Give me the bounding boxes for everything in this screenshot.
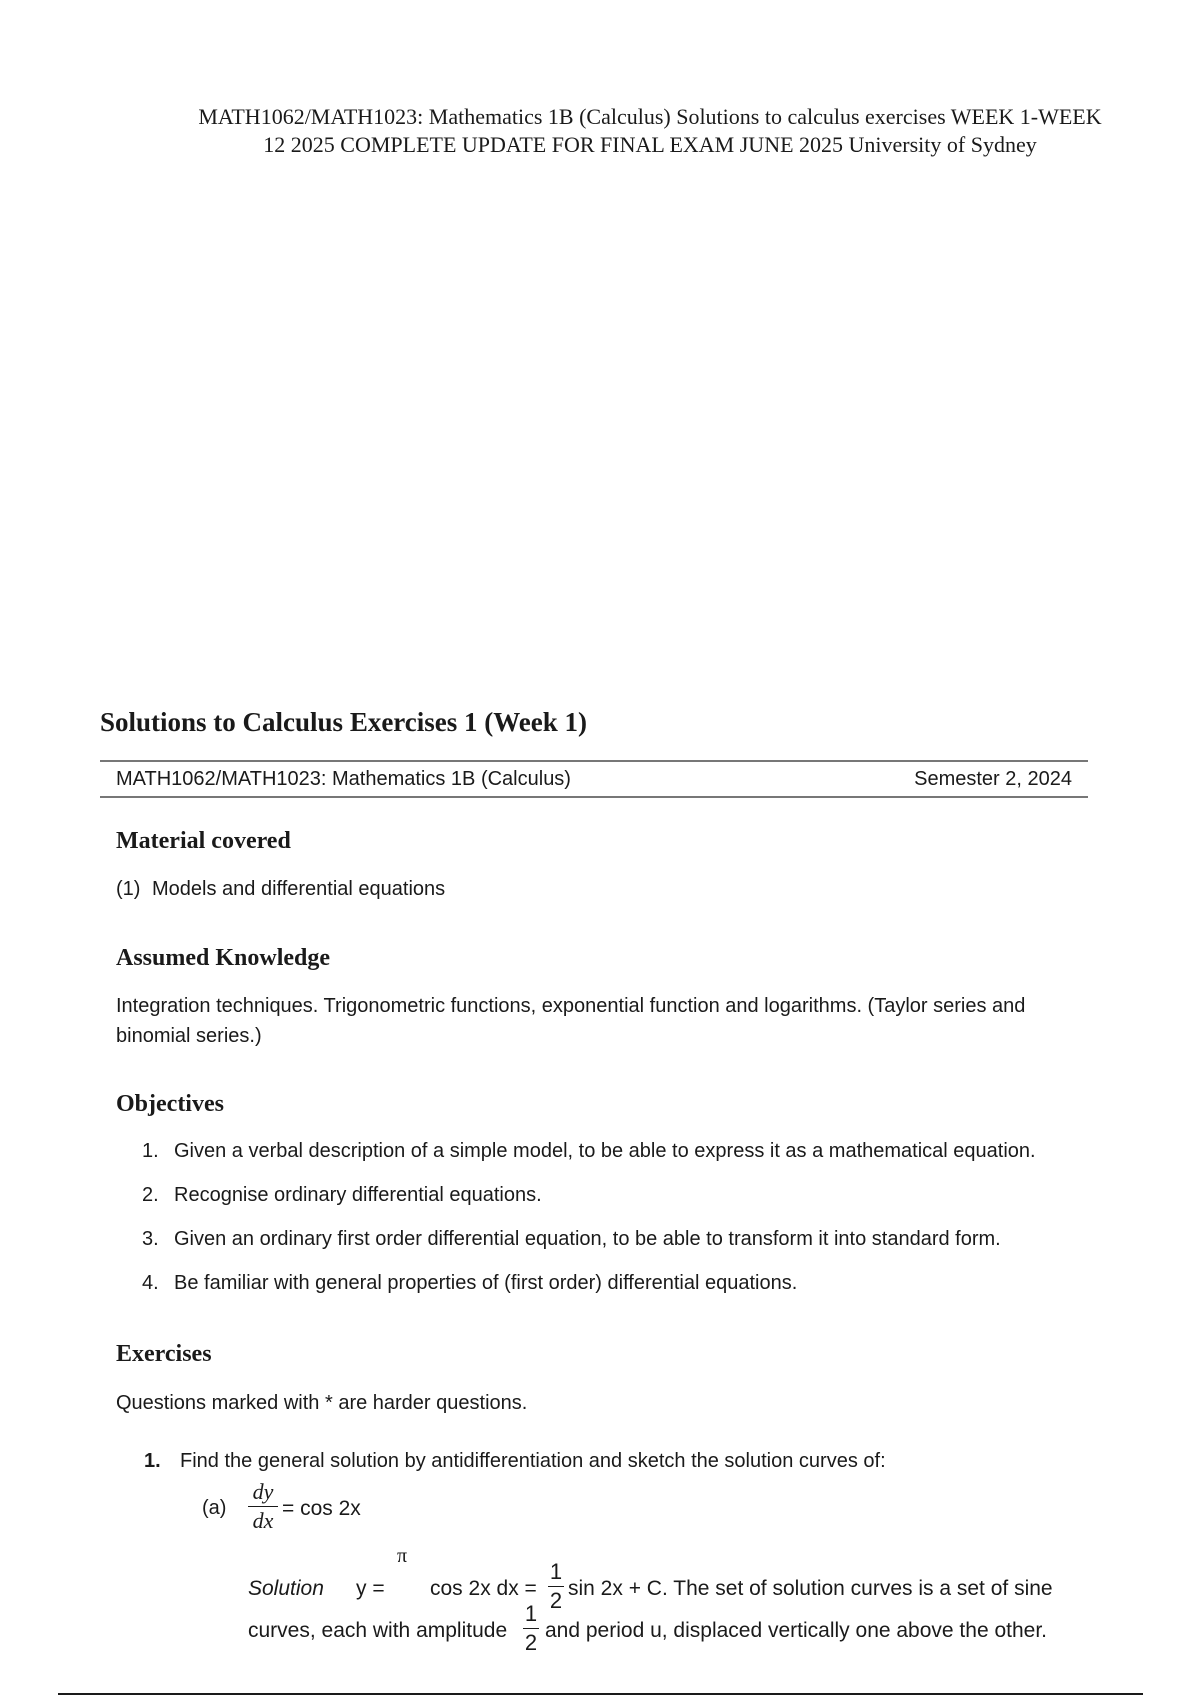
objective-num: 3. xyxy=(142,1228,159,1250)
exercises-note: Questions marked with * are harder questions. xyxy=(116,1392,528,1414)
objective-num: 2. xyxy=(142,1184,159,1206)
objective-item xyxy=(142,1272,797,1295)
course-bar xyxy=(100,760,1088,798)
objective-text: Given an ordinary first order differential equation, to be able to transform it into standard form. xyxy=(174,1228,1001,1250)
objective-num: 1. xyxy=(142,1140,159,1162)
solution-label: Solution xyxy=(248,1577,324,1600)
part-a-rhs: = cos 2x xyxy=(282,1497,361,1520)
fraction-numerator: 1 xyxy=(524,1601,538,1626)
fraction-denominator: dx xyxy=(252,1508,274,1533)
material-item-num: (1) xyxy=(116,878,141,900)
objective-item xyxy=(142,1140,1036,1163)
fraction-denominator: 2 xyxy=(549,1588,563,1613)
exercise-item xyxy=(144,1450,886,1473)
material-item-text: Models and differential equations xyxy=(152,878,446,900)
amplitude-fraction xyxy=(523,1602,539,1655)
fraction-denominator: 2 xyxy=(524,1630,538,1655)
half-fraction xyxy=(548,1560,564,1613)
material-heading: Material covered xyxy=(116,828,291,854)
assumed-text: Integration techniques. Trigonometric functions, exponential function and logarithms. (Taylor series and binomial series.) xyxy=(116,995,1026,1047)
solution-y-eq: y = xyxy=(356,1577,385,1600)
solution-line2-a: curves, each with amplitude xyxy=(248,1619,508,1642)
assumed-heading: Assumed Knowledge xyxy=(116,945,331,971)
fraction-numerator: 1 xyxy=(549,1559,563,1584)
solution-result: sin 2x + C. The set of solution curves is a set of sine xyxy=(568,1577,1053,1600)
footer-rule xyxy=(58,1693,1143,1695)
solution-line2-b: and period u, displaced vertically one above the other. xyxy=(545,1619,1048,1642)
solution-integrand: cos 2x dx = xyxy=(430,1577,537,1600)
objective-text: Recognise ordinary differential equations. xyxy=(174,1184,542,1206)
exercise-num: 1. xyxy=(144,1450,161,1472)
objectives-heading: Objectives xyxy=(116,1091,224,1117)
section-title: Solutions to Calculus Exercises 1 (Week 1) xyxy=(100,707,588,737)
material-item xyxy=(116,874,445,904)
objective-item xyxy=(142,1228,1001,1251)
objective-text: Be familiar with general properties of (first order) differential equations. xyxy=(174,1272,798,1294)
objective-text: Given a verbal description of a simple model, to be able to express it as a mathematical equation. xyxy=(174,1140,1036,1162)
dy-dx-fraction xyxy=(248,1480,278,1533)
semester-label: Semester 2, 2024 xyxy=(914,767,1072,790)
pi-limit: π xyxy=(397,1545,408,1567)
course-name: MATH1062/MATH1023: Mathematics 1B (Calculus) xyxy=(116,767,571,790)
fraction-numerator: dy xyxy=(252,1479,274,1504)
objective-item xyxy=(142,1184,542,1207)
document-title: MATH1062/MATH1023: Mathematics 1B (Calculus) Solutions to calculus exercises WEEK 1-WEEK 12 2025 COMPLETE UPDATE FOR FINAL EXAM JUNE 2025 University of Sydney xyxy=(198,104,1102,157)
exercise-text: Find the general solution by antidifferentiation and sketch the solution curves of: xyxy=(180,1450,886,1472)
part-a-label: (a) xyxy=(202,1497,227,1519)
exercises-heading: Exercises xyxy=(116,1341,212,1367)
objective-num: 4. xyxy=(142,1272,159,1294)
